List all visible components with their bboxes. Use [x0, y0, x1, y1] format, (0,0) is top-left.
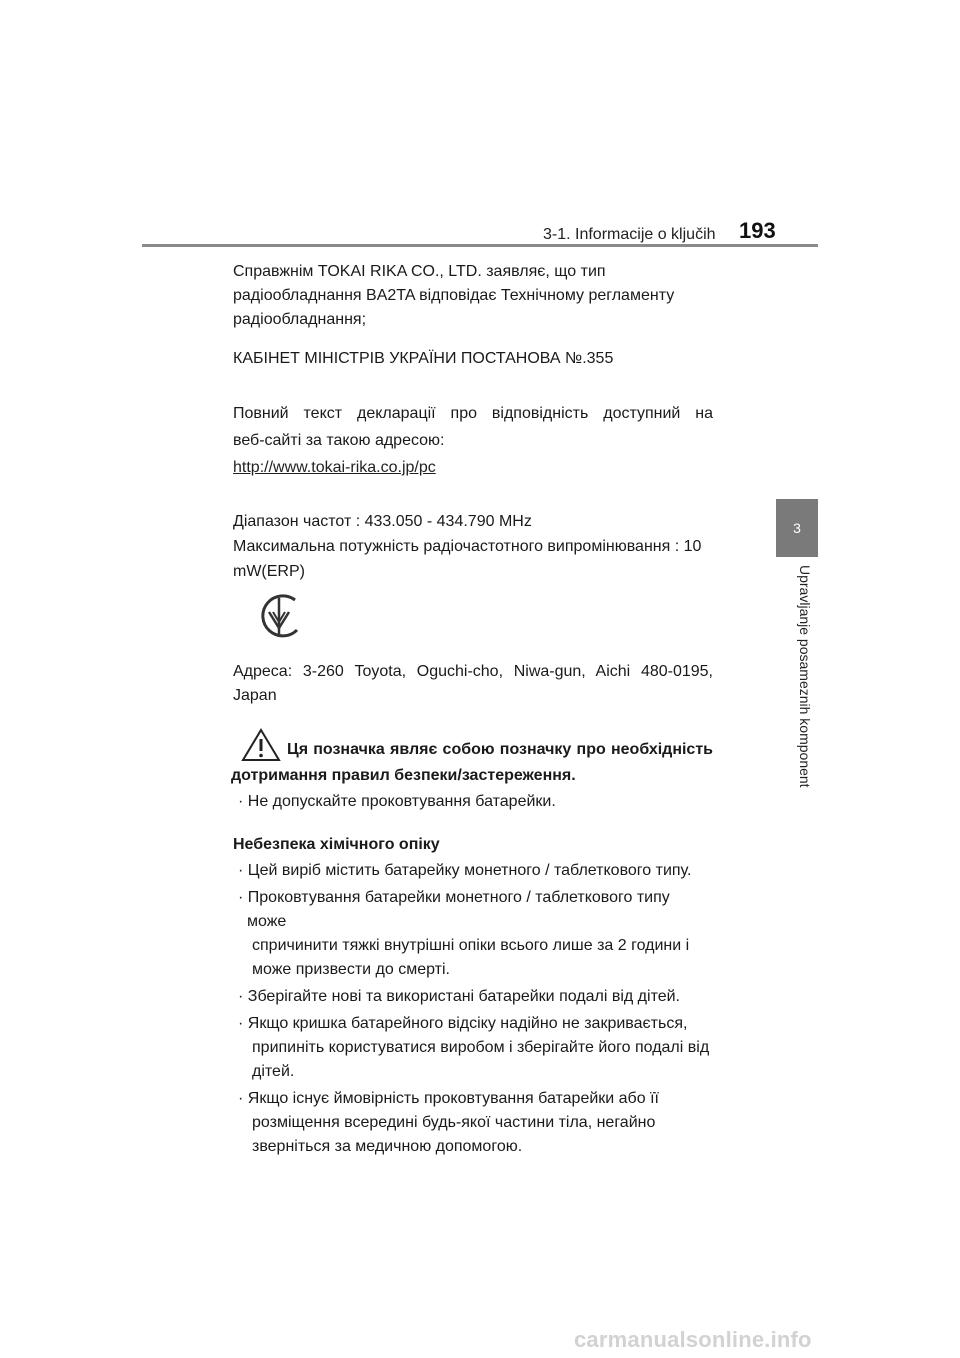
list-item: · Якщо кришка батарейного відсіку надійно не закривається, припиніть користуватися виробом і зберігайте його подалі від дітей. — [238, 1015, 710, 1080]
chapter-title: Upravljanje posameznih komponent — [797, 565, 813, 788]
declaration-line: Справжнім TOKAI RIKA CO., LTD. заявляє, що тип — [233, 263, 606, 280]
warning-statement — [233, 738, 713, 762]
declaration-line: радіообладнання BA2TA відповідає Технічному регламенту — [233, 287, 675, 304]
list-item: · Зберігайте нові та використані батарейки подалі від дітей. — [238, 988, 680, 1005]
header-divider — [142, 244, 818, 247]
full-text-line: Повний текст декларації про відповідність доступний на — [233, 405, 713, 422]
max-power-line: mW(ERP) — [233, 563, 305, 580]
page-content — [233, 260, 713, 1159]
ukrainian-conformity-mark-icon — [255, 590, 307, 642]
hazard-title: Небезпека хімічного опіку — [233, 836, 440, 853]
list-item: · Якщо існує ймовірність проковтування батарейки або її розміщення всередині будь-якої частини тіла, негайно зверніться за медичною допомогою. — [238, 1090, 659, 1155]
warning-line: дотримання правил безпеки/застереження. — [231, 767, 576, 784]
warning-triangle-icon — [241, 728, 281, 762]
page-number: 193 — [739, 218, 776, 243]
chapter-number: 3 — [793, 520, 801, 536]
hazard-bullets — [233, 859, 713, 1159]
frequency-range: Діапазон частот : 433.050 - 434.790 MHz — [233, 513, 532, 530]
list-item: · Проковтування батарейки монетного / таблеткового типу може спричинити тяжкі внутрішні опіки всього лише за 2 години і може призвести до смерті. — [238, 889, 690, 978]
max-power-line: Максимальна потужність радіочастотного випромінювання : 10 — [233, 538, 702, 555]
watermark: carmanualsonline.info — [574, 1327, 812, 1352]
declaration-line: радіообладнання; — [233, 311, 367, 328]
list-item: · Цей виріб містить батарейку монетного / таблеткового типу. — [238, 862, 692, 879]
full-text-line: веб-сайті за такою адресою: — [233, 432, 445, 449]
declaration-link[interactable]: http://www.tokai-rika.co.jp/pc — [233, 459, 436, 476]
ukrainian-conformity-mark — [233, 584, 713, 658]
list-item: · Не допускайте проковтування батарейки. — [238, 793, 556, 810]
address-line: Адреса: 3-260 Toyota, Oguchi-cho, Niwa-gun, Aichi 480-0195, — [233, 663, 713, 680]
section-title: 3-1. Informacije o ključih — [543, 226, 716, 243]
warning-line: Ця позначка являє собою позначку про необхідність — [287, 741, 713, 758]
declaration-regulation: КАБІНЕТ МІНІСТРІВ УКРАЇНИ ПОСТАНОВА №.355 — [233, 350, 614, 367]
chapter-tab — [776, 499, 818, 557]
address-line: Japan — [233, 687, 277, 704]
warning-bullets — [233, 790, 713, 814]
